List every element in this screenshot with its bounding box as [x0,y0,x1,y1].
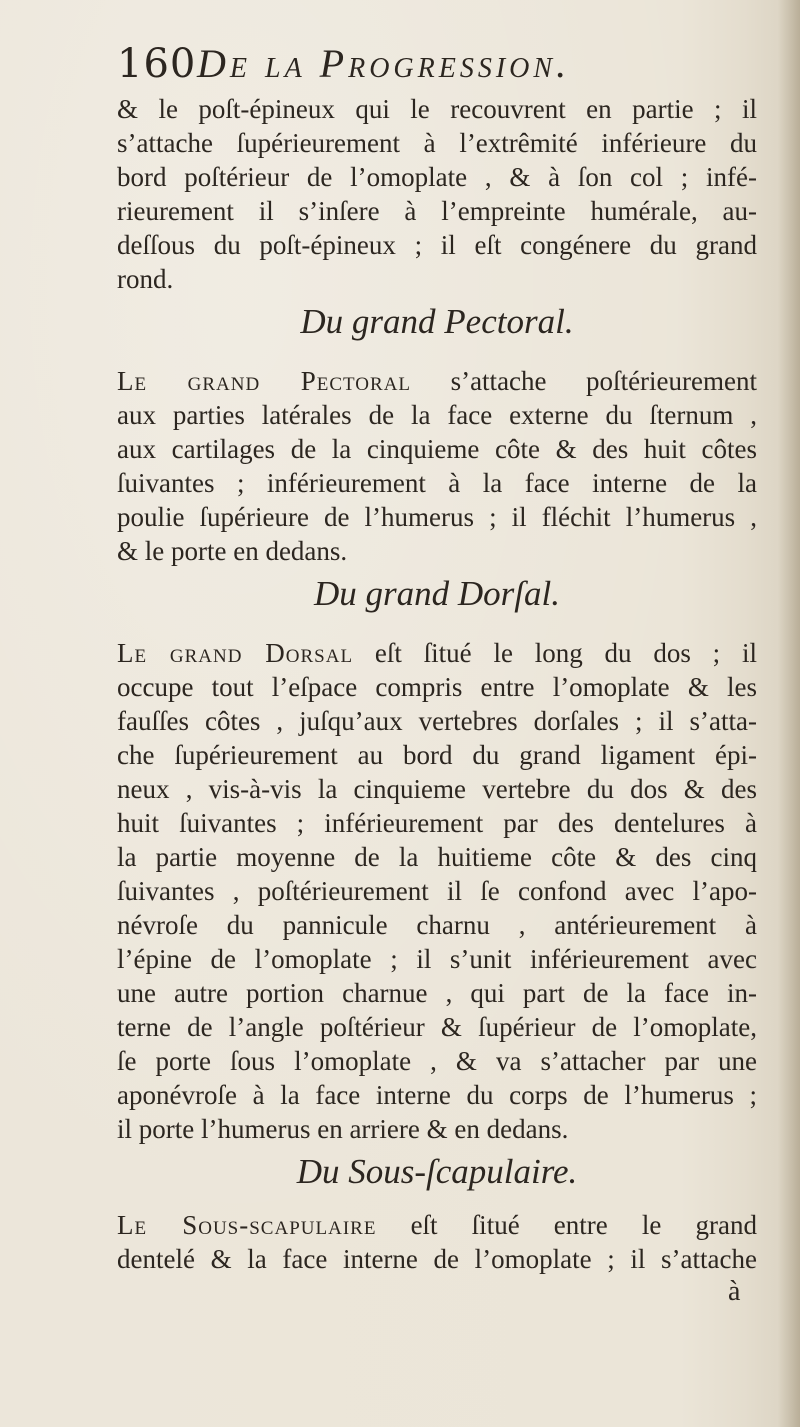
text-line: fauſſes côtes , juſqu’aux vertebres dorſales ; il s’atta- [117,706,757,736]
text-line: ſuivantes ; inférieurement à la face interne de la [117,468,757,498]
section-heading: Du grand Pectoral. [300,302,574,341]
text-line: il porte l’humerus en arriere & en dedans. [117,1114,569,1144]
section-lead: Le grand Dorsal [117,638,354,668]
text-line: Le grand Dorsal eſt ſitué le long du dos ; il [117,638,757,668]
text-line: deſſous du poſt-épineux ; il eſt congénere du grand [117,230,757,260]
text-line: rieurement il s’inſere à l’empreinte humérale, au- [117,196,757,226]
text-line: la partie moyenne de la huitieme côte & des cinq [117,842,757,872]
text-line: che ſupérieurement au bord du grand ligament épi- [117,740,757,770]
text-line: une autre portion charnue , qui part de la face in- [117,978,757,1008]
running-head [117,38,757,90]
catchword: à [728,1276,741,1307]
text-line: occupe tout l’eſpace compris entre l’omoplate & les [117,672,757,702]
text-line: s’attache ſupérieurement à l’extrêmité inférieure du [117,128,757,158]
text-line: & le porte en dedans. [117,536,348,566]
section-lead: Le grand Pectoral [117,366,412,396]
page-edge [778,0,800,1427]
text-line: ſuivantes , poſtérieurement il ſe confond avec l’apo- [117,876,757,906]
text-line: aux parties latérales de la face externe du ſternum , [117,400,757,430]
text-line: & le poſt-épineux qui le recouvrent en partie ; il [117,94,757,124]
text-line: Le grand Pectoral s’attache poſtérieurement [117,366,757,396]
text-line: dentelé & la face interne de l’omoplate ; il s’attache [117,1244,757,1274]
text-line: Le Sous-scapulaire eſt ſitué entre le grand [117,1210,757,1240]
text-line: ſe porte ſous l’omoplate , & va s’attacher par une [117,1046,757,1076]
running-title: De la Progression. [197,41,571,86]
text-line: poulie ſupérieure de l’humerus ; il fléchit l’humerus , [117,502,757,532]
text-line: neux , vis-à-vis la cinquieme vertebre du dos & des [117,774,757,804]
text-line: bord poſtérieur de l’omoplate , & à ſon col ; infé- [117,162,757,192]
text-line: aponévroſe à la face interne du corps de l’humerus ; [117,1080,757,1110]
text-line: rond. [117,264,174,294]
section-lead: Le Sous-scapulaire [117,1210,377,1240]
text-line: l’épine de l’omoplate ; il s’unit inférieurement avec [117,944,757,974]
text-line: terne de l’angle poſtérieur & ſupérieur de l’omoplate, [117,1012,757,1042]
section-heading: Du Sous-ſcapulaire. [296,1152,578,1191]
text-line: aux cartilages de la cinquieme côte & des huit côtes [117,434,757,464]
section-heading: Du grand Dorſal. [314,574,560,613]
text-line: névroſe du pannicule charnu , antérieurement à [117,910,757,940]
page-number: 160 [117,41,197,87]
text-line: huit ſuivantes ; inférieurement par des dentelures à [117,808,757,838]
